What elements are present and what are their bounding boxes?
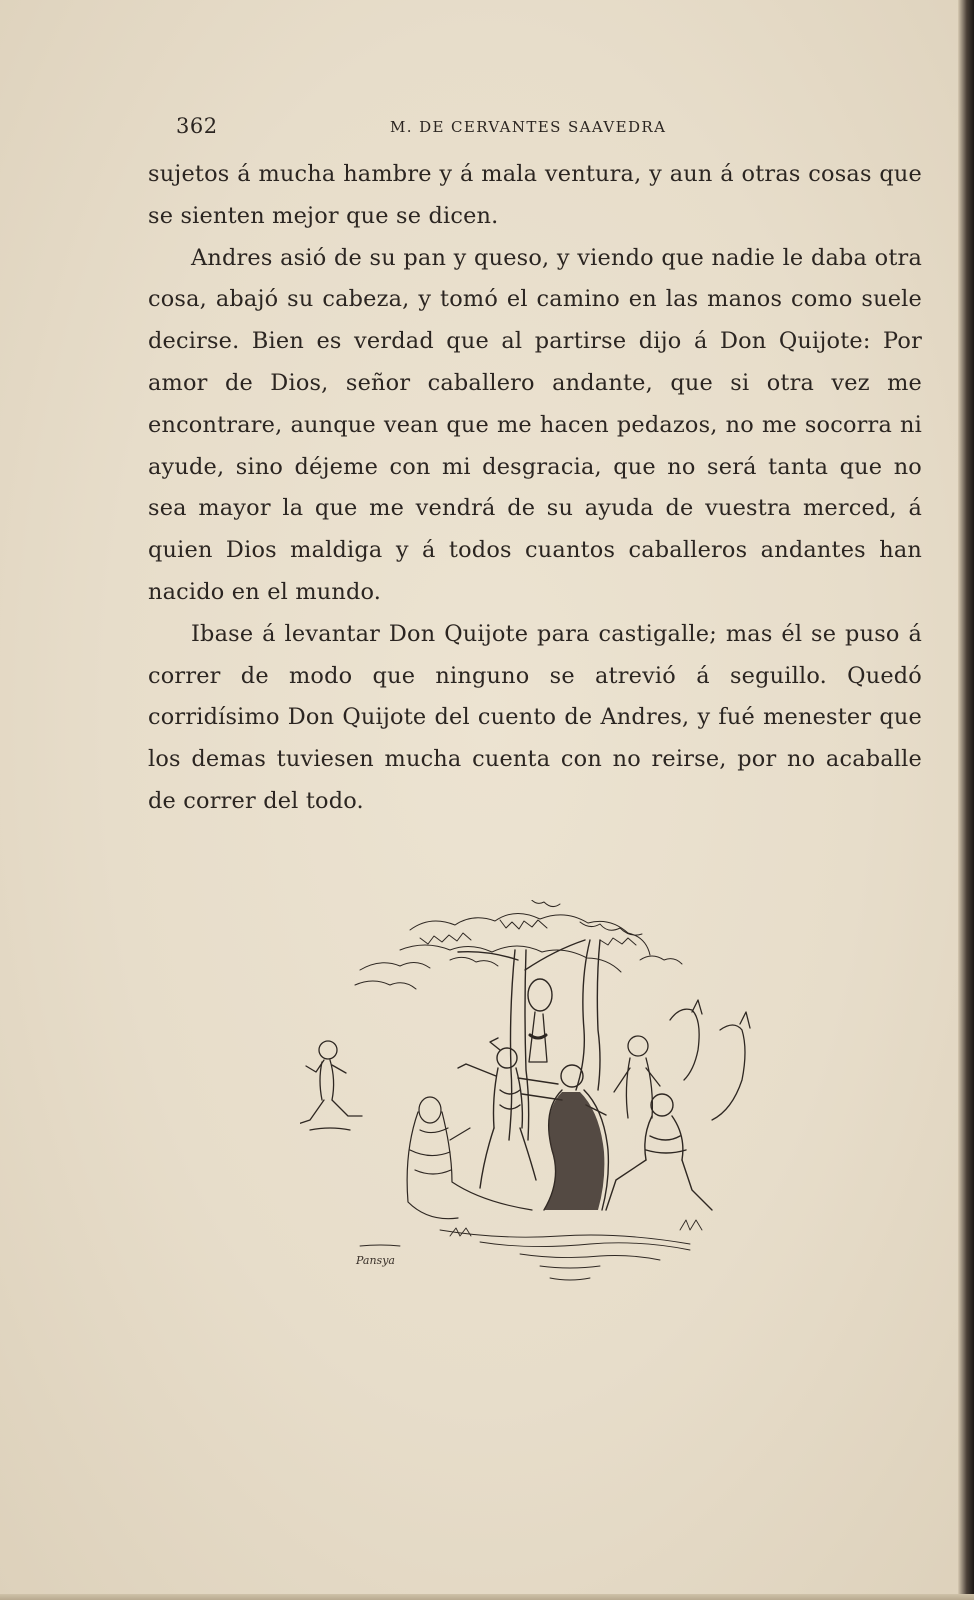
page-header: [176, 114, 706, 142]
seated-man: [606, 1094, 712, 1210]
mule-heads: [670, 1000, 750, 1120]
page-bottom-edge: [0, 1594, 974, 1600]
don-quijote-figure: [458, 1038, 558, 1188]
standing-man: [614, 1036, 660, 1118]
body-text: [148, 154, 922, 823]
hanging-shield: [528, 979, 552, 1011]
paragraph: Ibase á levantar Don Quijote para castigalle; mas él se puso á correr de modo que ninguno se atrevió á seguillo. Quedó corridísimo Don Quijote del cuento de Andres, y fué menester que los demas tuviesen mucha cuenta con no reirse, por no acaballe de correr del todo.: [148, 620, 922, 814]
page-edge-shadow: [958, 0, 974, 1600]
ground-hatching: [360, 1220, 702, 1280]
tree-canopy: [355, 900, 682, 989]
seated-woman: [407, 1097, 532, 1219]
running-boy: [300, 1041, 362, 1130]
page-number: 362: [176, 114, 218, 138]
paragraph: Andres asió de su pan y queso, y viendo que nadie le daba otra cosa, abajó su cabeza, y tomó el camino en las manos como suele decirse. Bien es verdad que al partirse dijo á Don Quijote: Por amor de Dios, señor caballero andante, que si otra vez me encontrare, aunque vean que me hacen pedazos, no me socorra ni ayude, sino déjeme con mi desgracia, que no será tanta que no sea mayor la que me vendrá de su ayuda de vuestra merced, á quien Dios maldiga y á todos cuantos caballeros andantes han nacido en el mundo.: [148, 244, 922, 605]
paragraph: sujetos á mucha hambre y á mala ventura, y aun á otras cosas que se sienten mejor que se dicen.: [148, 161, 922, 229]
running-head: M. DE CERVANTES SAAVEDRA: [390, 118, 667, 136]
artist-signature: Pansya: [356, 1254, 395, 1267]
